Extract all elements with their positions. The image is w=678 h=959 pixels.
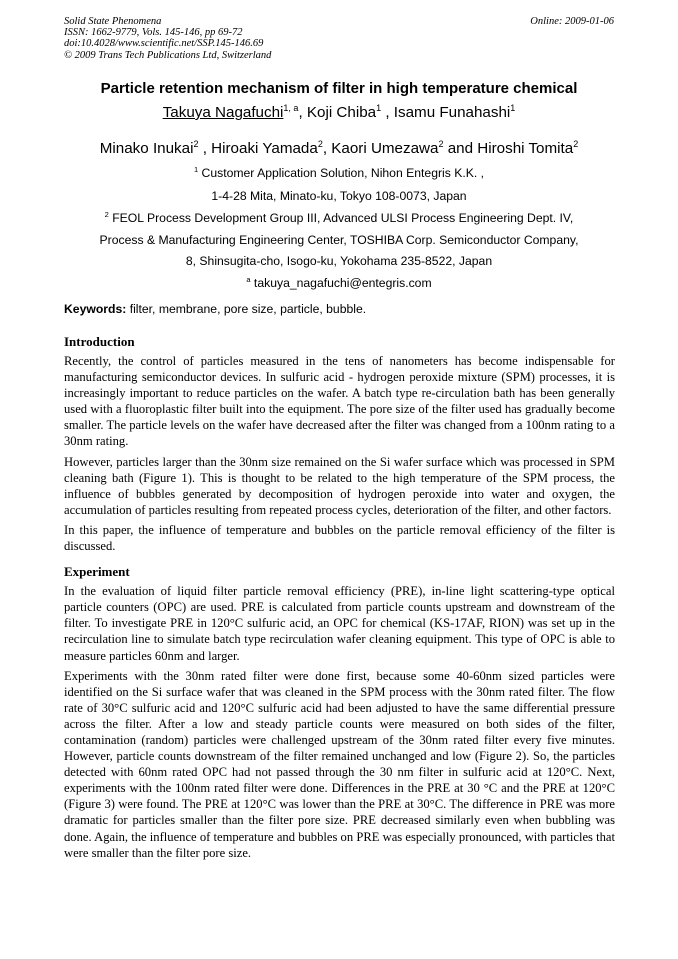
author-sup: 2 — [438, 139, 444, 149]
author-name: , Hiroaki Yamada — [198, 140, 318, 157]
author-name: , Isamu Funahashi — [381, 104, 511, 121]
author-sup: 2 — [317, 139, 323, 149]
author-name: , Koji Chiba — [298, 104, 377, 121]
keywords-text: filter, membrane, pore size, particle, bubble. — [126, 302, 367, 316]
author-sup: 1 — [376, 103, 382, 113]
author-name: Minako Inukai — [99, 140, 194, 157]
author-sup: 1, a — [283, 103, 299, 113]
affiliation-2-line-3: 8, Shinsugita-cho, Isogo-ku, Yokohama 235-8522, Japan — [185, 254, 493, 268]
author-line-2 — [0, 140, 678, 157]
copyright: © 2009 Trans Tech Publications Ltd, Switzerland — [64, 49, 272, 61]
affiliation-text: FEOL Process Development Group III, Advanced ULSI Process Engineering Dept. IV, — [108, 211, 574, 225]
affiliation-2-line-2: Process & Manufacturing Engineering Center, TOSHIBA Corp. Semiconductor Company, — [99, 233, 579, 247]
paragraph: In this paper, the influence of temperature and bubbles on the particle removal efficiency of the filter is discussed. — [64, 522, 615, 554]
email-address: takuya_nagafuchi@entegris.com — [250, 276, 432, 290]
author-sup: 2 — [193, 139, 199, 149]
doi: doi:10.4028/www.scientific.net/SSP.145-146.69 — [64, 38, 264, 50]
author-name: , Kaori Umezawa — [322, 140, 439, 157]
section-heading-experiment: Experiment — [64, 564, 130, 580]
paragraph: However, particles larger than the 30nm size remained on the Si wafer surface which was processed in SPM cleaning bath (Figure 1). This is thought to be related to the high temperature of the SPM process, the influence of bubbles generated by decomposition of hydrogen peroxide into water and oxygen, the accumulation of particles resulting from repeated process cycles, deterioration of the filter, and other factors. — [64, 454, 615, 517]
email-sup: a — [246, 275, 251, 284]
page-header — [64, 16, 614, 61]
author-name: Takuya Nagafuchi — [162, 104, 284, 121]
affiliation-sup: 1 — [193, 165, 199, 174]
issn: ISSN: 1662-9779, Vols. 145-146, pp 69-72 — [64, 27, 243, 39]
paragraph: Recently, the control of particles measured in the tens of nanometers has become indispensable for manufacturing semiconductor devices. In sulfuric acid - hydrogen peroxide mixture (SPM) processes, it is increasingly important to reduce particles on the wafer. A batch type re-circulation bath has been generally used with a fluoroplastic filter built into the equipment. The pore size of the filter used has gradually become smaller. The particle levels on the wafer have decreased after the filter was changed from a 100nm rating to a 30nm rating. — [64, 354, 615, 449]
affiliation-2-line-1 — [0, 211, 678, 225]
paragraph: Experiments with the 30nm rated filter were done first, because some 40-60nm sized particles were identified on the Si surface wafer that was cleaned in the SPM process with the 30nm rated filter. The flow rate of 30°C sulfuric acid and 120°C sulfuric acid had been adjusted to have the same differential pressure across the filter. After a low and steady particle counts were measured on both sides of the filter, contamination (random) particles were challenged upstream of the 30nm rated filter every five minutes. However, particle counts downstream of the filter remained unchanged and low (Figure 2). So, the particles detected with 60nm rated OPC had not passed through the 30 nm filter in sulfuric acid at 120°C. Next, experiments with the 100nm rated filter were done. Differences in the PRE at 30 °C and the PRE at 120°C (Figure 3) were found. The PRE at 120°C was lower than the PRE at 30°C. The difference in PRE was more dramatic for particles smaller than the filter pore size. PRE decreased similarly even when bubbling was done. Again, the influence of temperature and bubbles on PRE was especially pronounced, with particles that were smaller than the filter pore size. — [64, 668, 615, 860]
paper-body — [64, 334, 615, 865]
email-line — [0, 276, 678, 290]
section-heading-introduction: Introduction — [64, 334, 135, 349]
affiliation-1-line-2: 1-4-28 Mita, Minato-ku, Tokyo 108-0073, Japan — [211, 189, 467, 203]
affiliation-sup: 2 — [104, 210, 109, 219]
journal-name: Solid State Phenomena — [64, 16, 162, 27]
affiliation-text: Customer Application Solution, Nihon Entegris K.K. , — [198, 166, 485, 180]
paper-title: Particle retention mechanism of filter in high temperature chemical — [100, 80, 578, 97]
author-name: and Hiroshi Tomita — [443, 140, 574, 157]
keywords-label: Keywords: — [64, 302, 127, 316]
author-sup: 1 — [510, 103, 516, 113]
author-line-1 — [0, 104, 678, 121]
online-date: Online: 2009-01-06 — [530, 16, 614, 27]
affiliation-1-line-1 — [0, 166, 678, 180]
paragraph: In the evaluation of liquid filter particle removal efficiency (PRE), in-line light scattering-type optical particle counters (OPC) are used. PRE is calculated from particle counts upstream and downstream of the filter. To investigate PRE in 120°C sulfuric acid, an OPC for chemical (KS-17AF, RION) was set up in the recirculation line to simulate batch type recirculation wafer cleaning equipment. This type of OPC is able to measure particles 60nm and larger. — [64, 584, 615, 663]
author-sup: 2 — [573, 139, 579, 149]
keywords — [64, 302, 366, 316]
